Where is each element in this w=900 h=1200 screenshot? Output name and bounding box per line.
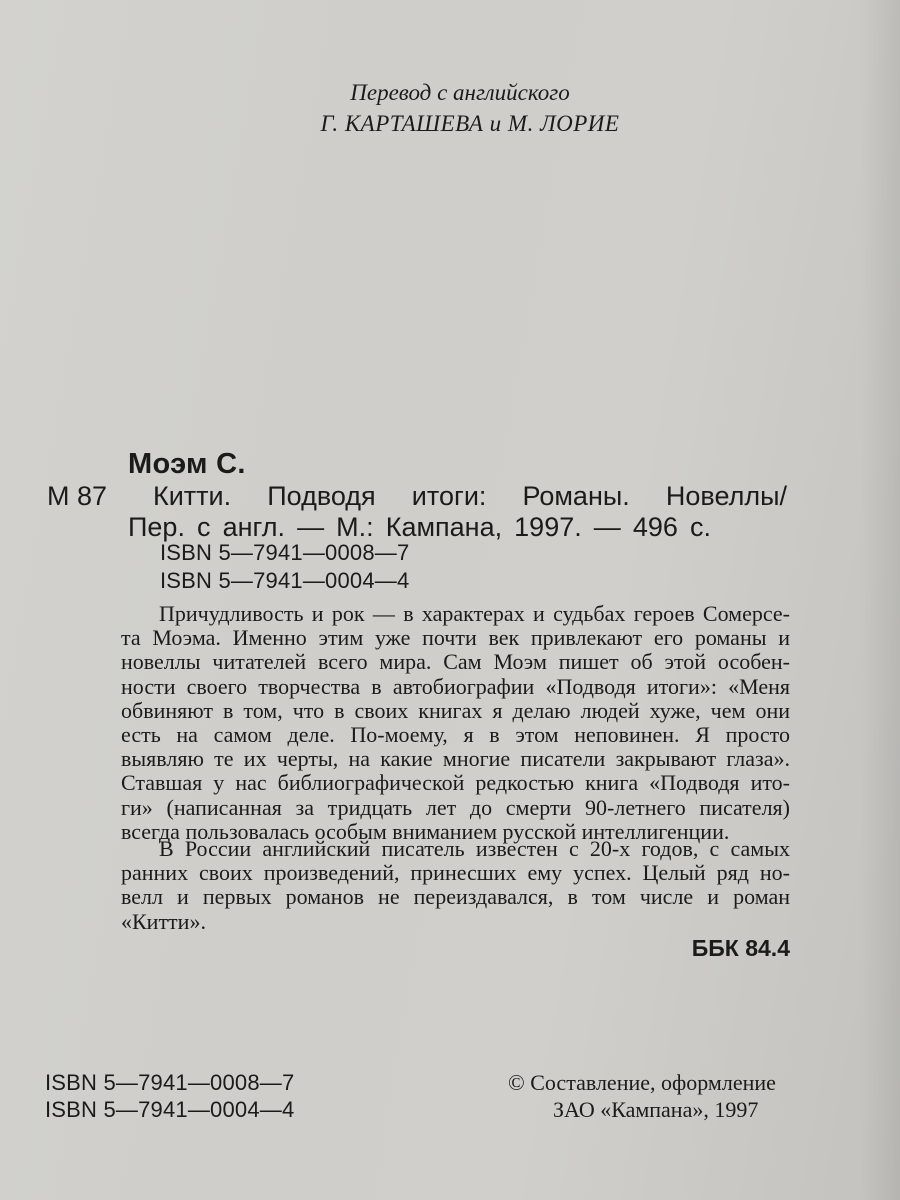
translation-note: Перевод с английского (350, 80, 570, 105)
catalog-publication-line: Пер. с англ. — М.: Кампана, 1997. — 496 с. (128, 512, 711, 542)
catalog-code: М 87 (47, 481, 108, 511)
annotation-line: Причудливость и рок — в характерах и судьбах героев Сомерсе- (159, 601, 790, 626)
annotation-line: обвиняют в том, что в своих книгах я делаю людей хуже, чем они (121, 697, 790, 723)
annotation-line: ранних своих произведений, принесших ему успех. Целый ряд но- (121, 860, 790, 886)
catalog-title-line: Китти. Подводя итоги: Романы. Новеллы/ (153, 481, 787, 511)
catalog-isbn-2: ISBN 5—7941—0004—4 (160, 568, 410, 593)
annotation-line: велл и первых романов не переиздавался, в том числе и роман (121, 884, 790, 910)
bbk-code: ББК 84.4 (691, 935, 790, 961)
annotation-paragraph-1 (121, 602, 790, 844)
copyright-line-2: ЗАО «Кампана», 1997 (553, 1097, 759, 1122)
translators-names: Г. КАРТАШЕВА и М. ЛОРИЕ (320, 111, 620, 136)
catalog-author: Моэм С. (128, 448, 246, 480)
annotation-line: есть на самом деле. По-моему, я в этом неповинен. Я просто (121, 721, 790, 747)
annotation-line: ности своего творчества в автобиографии «Подводя итоги»: «Меня (121, 673, 790, 699)
annotation-line: новеллы читателей всего мира. Сам Моэм пишет об этой особен- (121, 649, 790, 675)
annotation-paragraph-2 (121, 837, 790, 934)
annotation-line: «Китти». (121, 908, 206, 934)
annotation-line: выявляю те их черты, на какие многие писатели закрывают глаза». (121, 746, 790, 772)
annotation-line: ги» (написанная за тридцать лет до смерти 90-летнего писателя) (121, 794, 790, 820)
annotation-line: всегда пользовалась особым вниманием русской интеллигенции. (121, 818, 730, 844)
catalog-isbn-1: ISBN 5—7941—0008—7 (160, 540, 410, 565)
page-edge-shadow (860, 0, 900, 1200)
copyright-line-1: © Составление, оформление (508, 1070, 776, 1095)
footer-isbn-2: ISBN 5—7941—0004—4 (45, 1097, 295, 1122)
footer-isbn-1: ISBN 5—7941—0008—7 (45, 1070, 295, 1095)
annotation-line: В России английский писатель известен с 20-х годов, с самых (159, 836, 790, 861)
annotation-line: та Моэма. Именно этим уже почти век привлекают его романы и (121, 625, 790, 651)
annotation-line: Ставшая у нас библиографической редкостью книга «Подводя ито- (121, 770, 790, 796)
